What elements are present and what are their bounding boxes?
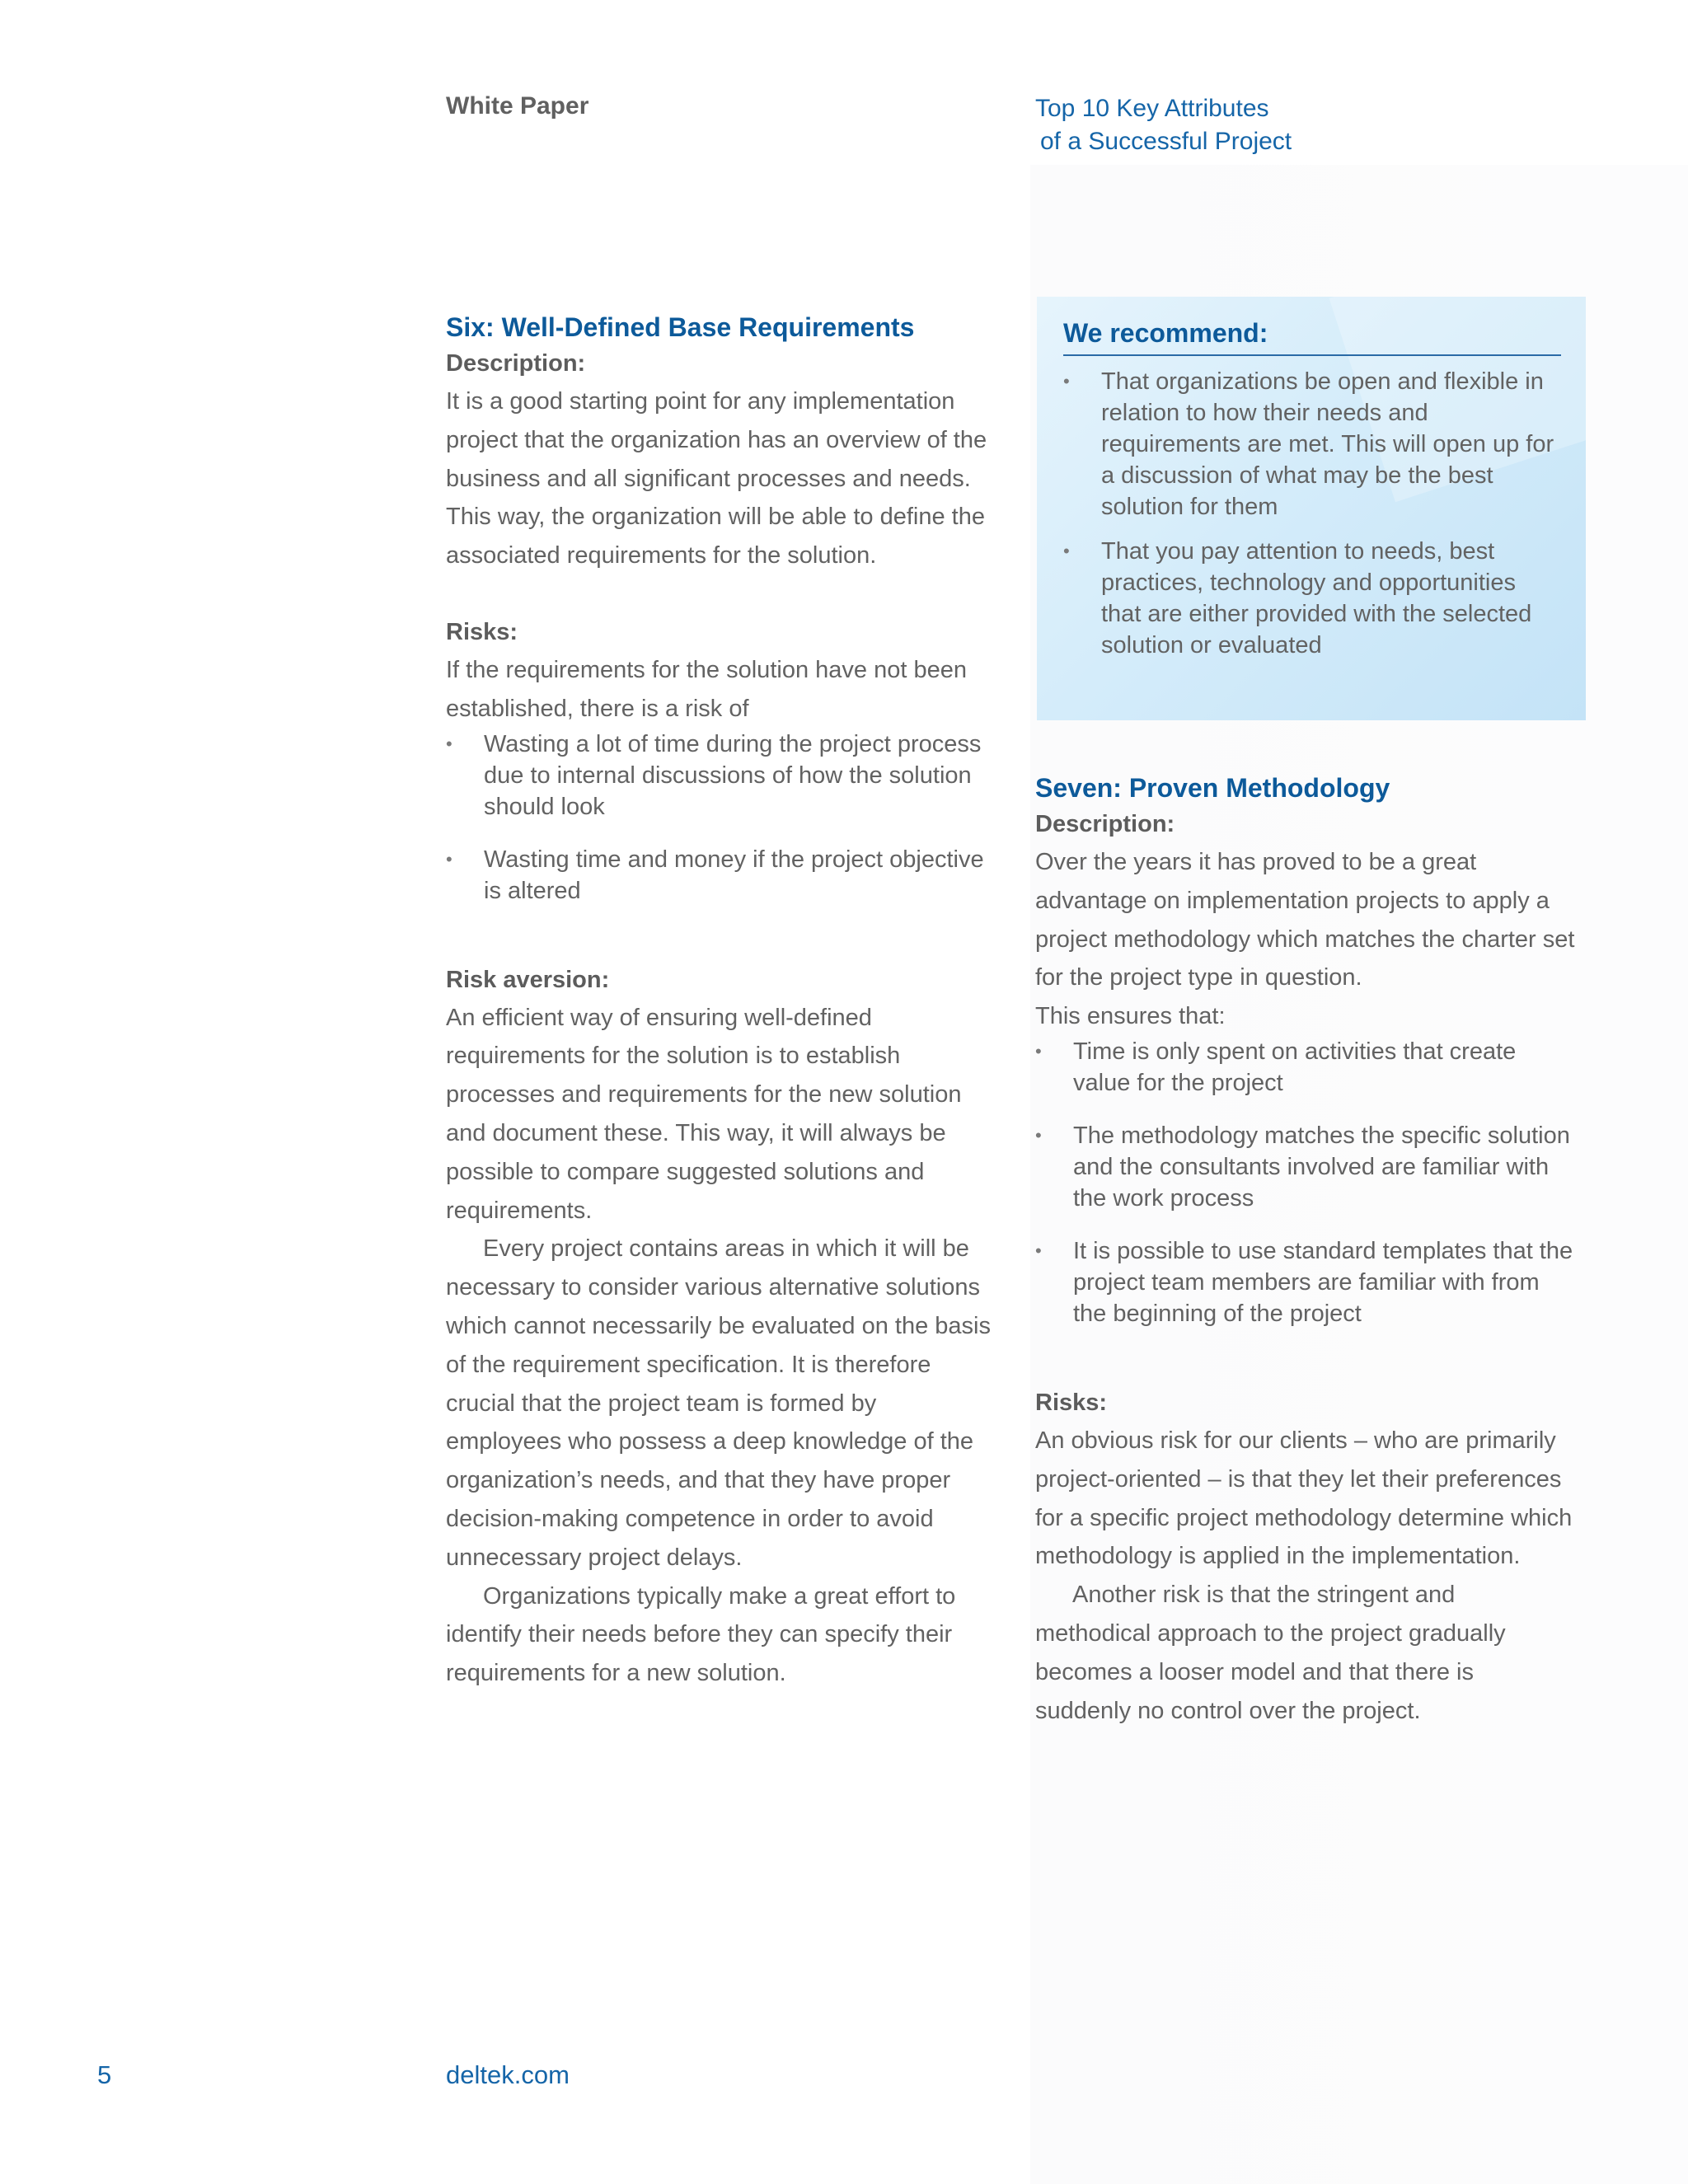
header-doc-title (1035, 92, 1292, 158)
section-seven-description: Over the years it has proved to be a great advantage on implementation projects to apply a project methodology which matches the charter set for the project type in question. (1035, 849, 1575, 991)
website-link[interactable]: deltek.com (446, 2060, 570, 2089)
section-six-risks-list (446, 729, 998, 907)
section-six-description-label: Description: (446, 350, 586, 377)
section-seven-risks-p1: An obvious risk for our clients – who are primarily project-oriented – is that they let their preferences for a specific project methodology determine which methodology is applied in the implementation. (1035, 1427, 1573, 1570)
section-six-risk-aversion-p1: An efficient way of ensuring well-defined requirements for the solution is to establish processes and requirements for the new solution and document these. This way, it will always be possible to compare suggested solutions and requirements. (446, 1004, 962, 1224)
section-six-risk-aversion-p3: Organizations typically make a great effort to identify their needs before they can specify their requirements for a new solution. (446, 1582, 956, 1687)
page-number: 5 (97, 2060, 112, 2089)
recommendation-list (1063, 366, 1561, 661)
list-item: • That you pay attention to needs, best practices, technology and opportunities that are either provided with the selected solution or evaluated (1063, 536, 1561, 661)
list-item: • Time is only spent on activities that create value for the project (1035, 1036, 1576, 1099)
section-six-risk-aversion-label: Risk aversion: (446, 966, 610, 993)
list-item: • Wasting a lot of time during the project process due to internal discussions of how the solution should look (446, 729, 998, 823)
recommendation-box (1037, 297, 1586, 720)
recommendation-content (1063, 315, 1561, 674)
section-six-risks-label: Risks: (446, 618, 518, 645)
list-item: • It is possible to use standard templates that the project team members are familiar with from the beginning of the project (1035, 1235, 1576, 1329)
section-six (446, 310, 998, 1693)
section-seven-title: Seven: Proven Methodology (1035, 773, 1390, 803)
section-six-title: Six: Well-Defined Base Requirements (446, 312, 915, 342)
header-title-line-1: Top 10 Key Attributes (1035, 95, 1269, 122)
spacer (1035, 1351, 1576, 1384)
section-seven-ensures: This ensures that: (1035, 1003, 1226, 1030)
list-item: • Wasting time and money if the project objective is altered (446, 844, 998, 907)
header-doc-type: White Paper (446, 92, 589, 120)
section-seven-description-label: Description: (1035, 811, 1175, 837)
spacer (446, 575, 998, 613)
list-item: • That organizations be open and flexible in relation to how their needs and requirements are met. This will open up for a discussion of what may be the best solution for them (1063, 366, 1561, 523)
section-six-risks-intro: If the requirements for the solution have not been established, there is a risk of (446, 656, 967, 722)
section-seven-risks-p2: Another risk is that the stringent and methodical approach to the project gradually becomes a looser model and that there is suddenly no control over the project. (1035, 1582, 1506, 1724)
section-seven (1035, 771, 1576, 1730)
section-seven-list (1035, 1036, 1576, 1329)
section-six-risk-aversion-p2: Every project contains areas in which it will be necessary to consider various alternative solutions which cannot necessarily be evaluated on the basis of the requirement specification. It is therefore crucial that the project team is formed by employees who possess a deep knowledge of the organization’s needs, and that they have proper decision-making competence in order to avoid unnecessary project delays. (446, 1235, 991, 1571)
recommendation-title: We recommend: (1063, 315, 1561, 356)
spacer (446, 928, 998, 961)
section-seven-risks-label: Risks: (1035, 1389, 1108, 1416)
list-item: • The methodology matches the specific solution and the consultants involved are familiar with the work process (1035, 1120, 1576, 1214)
header-title-line-2: of a Successful Project (1040, 128, 1292, 155)
section-six-description: It is a good starting point for any implementation project that the organization has an overview of the business and all significant processes and needs. This way, the organization will be able to define the associated requirements for the solution. (446, 388, 987, 569)
